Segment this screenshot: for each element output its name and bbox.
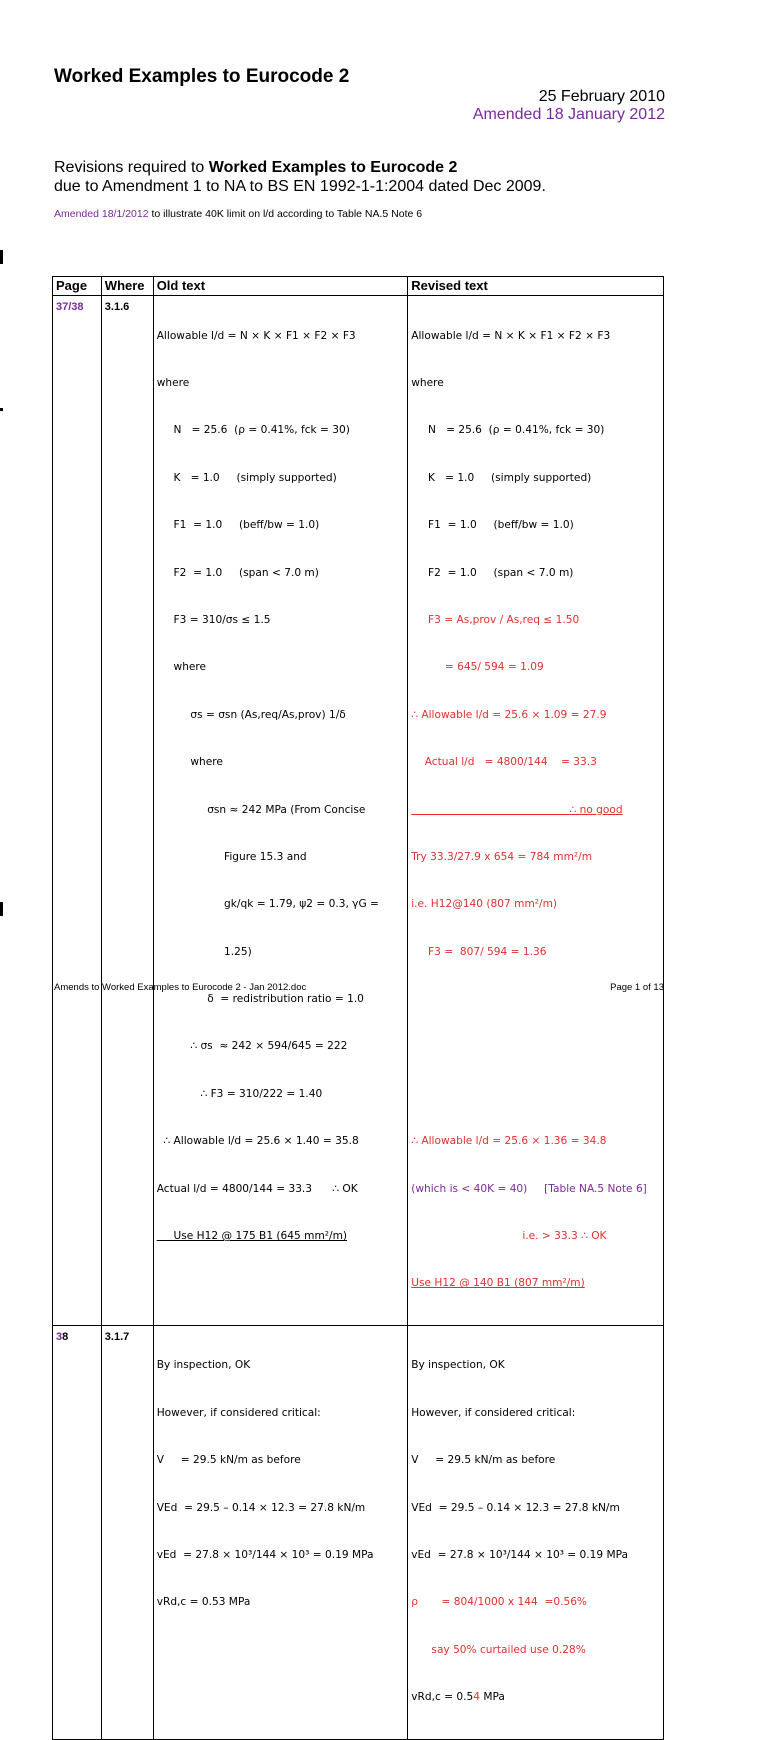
footer-page-number: Page 1 of 13 (610, 982, 664, 993)
row2-revised-lines: By inspection, OK However, if considered critical: V = 29.5 kN/m as before VEd = 29.5 – 0.14 × 12.3 = 27.8 kN/m vEd = 27.8 × 10³/144 × 10³ = 0.19 MPa ρ = 804/1000 x 144 =0.56% say 50% curtailed use 0.28% vRd,c = 0.54 MPa (411, 1327, 660, 1738)
table-row (53, 1325, 664, 1739)
amend-note (54, 208, 422, 220)
amended-date: Amended 18 January 2012 (472, 106, 665, 123)
revisions-line2: due to Amendment 1 to NA to BS EN 1992-1-1:2004 dated Dec 2009. (54, 178, 546, 195)
edge-mark (0, 250, 3, 264)
revisions-bold-title: Worked Examples to Eurocode 2 (208, 159, 458, 176)
revisions-table (52, 276, 664, 1740)
amend-note-date: Amended 18/1/2012 (54, 208, 149, 220)
row1-revised-lines: Allowable l/d = N × K × F1 × F2 × F3 where N = 25.6 (ρ = 0.41%, fck = 30) K = 1.0 (simply supported) F1 = 1.0 (beff/bw = 1.0) F2 = 1.0 (span < 7.0 m) F3 = As,prov / As,req ≤ 1.50 = 645/ 594 = 1.09 ∴ Allowable l/d = 25.6 × 1.09 = 27.9 Actual l/d = 4800/144 = 33.3 ∴ no good Try 33.3/27.9 x 654 = 784 mm²/m i.e. H12@140 (807 mm²/m) F3 = 807/ 594 = 1.36 ∴ Allowable l/d = 25.6 × 1.36 = 34.8 (which is < 40K = 40) [Table NA.5 Note 6] i.e. > 33.3 ∴ OK Use H12 @ 140 B1 (807 mm²/m) (411, 329, 647, 1290)
header-where: Where (101, 277, 153, 296)
row1-revised-text (408, 296, 664, 1326)
header-old-text: Old text (153, 277, 408, 296)
table-header-row (53, 277, 664, 296)
header-revised-text: Revised text (408, 277, 664, 296)
header-page: Page (53, 277, 102, 296)
row1-old-text (153, 296, 408, 1326)
amend-note-text: to illustrate 40K limit on l/d according to Table NA.5 Note 6 (148, 208, 423, 220)
row2-where: 3.1.7 (101, 1325, 153, 1739)
row2-revised-text (408, 1325, 664, 1739)
row2-revised-vrdc: vRd,c = 0.54 MPa (411, 1691, 505, 1704)
row1-where: 3.1.6 (101, 296, 153, 1326)
edge-mark (0, 408, 3, 411)
revisions-prefix: Revisions required to (54, 159, 209, 176)
row2-old-lines: By inspection, OK However, if considered critical: V = 29.5 kN/m as before VEd = 29.5 – 0.14 × 12.3 = 27.8 kN/m vEd = 27.8 × 10³/144 × 10³ = 0.19 MPa vRd,c = 0.53 MPa (156, 1359, 374, 1609)
row1-page: 37/38 (53, 296, 102, 1326)
table-row (53, 296, 664, 1326)
document-date: 25 February 2010 (538, 88, 665, 105)
row2-old-text (153, 1325, 408, 1739)
document-title: Worked Examples to Eurocode 2 (54, 66, 350, 87)
revisions-heading (54, 158, 546, 196)
edge-mark (0, 902, 3, 916)
row1-old-lines: Allowable l/d = N × K × F1 × F2 × F3 where N = 25.6 (ρ = 0.41%, fck = 30) K = 1.0 (simply supported) F1 = 1.0 (beff/bw = 1.0) F2 = 1.0 (span < 7.0 m) F3 = 310/σs ≤ 1.5 where σs = σsn (As,req/As,prov) 1/δ where σsn ≈ 242 MPa (From Concise Figure 15.3 and gk/qk = 1.79, ψ2 = 0.3, γG = 1.25) δ = redistribution ratio = 1.0 ∴ σs ≈ 242 × 594/645 = 222 ∴ F3 = 310/222 = 1.40 ∴ Allowable l/d = 25.6 × 1.40 = 35.8 Actual l/d = 4800/144 = 33.3 ∴ OK Use H12 @ 175 B1 (645 mm²/m) (156, 329, 379, 1243)
footer-filename: Amends to Worked Examples to Eurocode 2 - Jan 2012.doc (54, 982, 307, 993)
row2-page: 38 (53, 1325, 102, 1739)
